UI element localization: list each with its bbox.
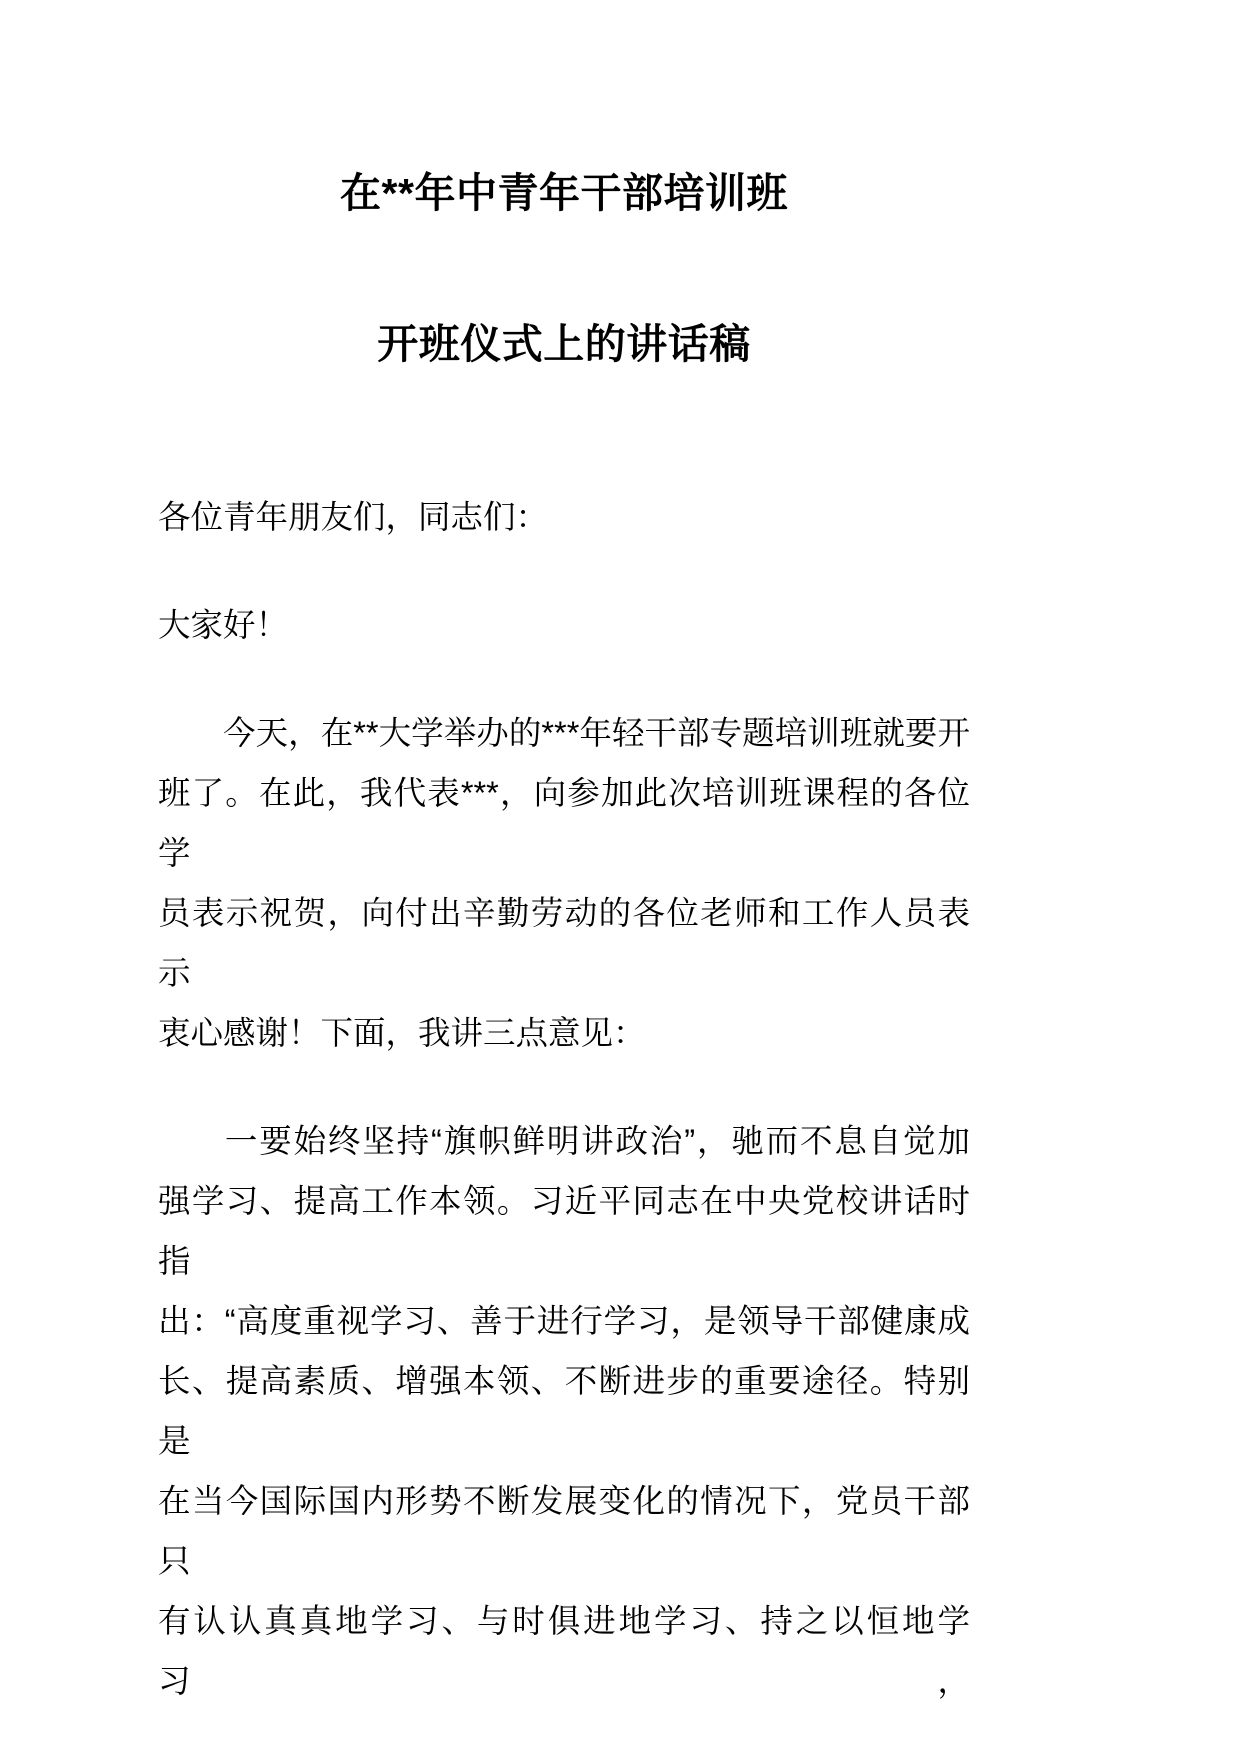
salutation-text: 各位青年朋友们，同志们： [158,498,549,535]
paragraph-1-line-1 [158,703,970,763]
paragraph-2 [158,1111,970,1711]
document-title-line-1: 在**年中青年干部培训班 [340,170,788,216]
paragraph-2-line-1 [158,1111,970,1171]
paragraph-1-line-2: 班了。在此，我代表***，向参加此次培训班课程的各位学 [158,774,970,871]
document-body [158,0,970,1711]
paragraph-2-line-6: 有认认真真地学习、与时俱进地学习、持之以恒地学习， [158,1602,970,1699]
paragraph-1-line-4: 衷心感谢！下面，我讲三点意见： [158,1014,646,1051]
document-title-line-2: 开班仪式上的讲话稿 [377,321,751,368]
paragraph-2-line-1-text: 一要始终坚持“旗帜鲜明讲政治”，驰而不息自觉加 [223,1122,970,1159]
paragraph-1-line-3: 员表示祝贺，向付出辛勤劳动的各位老师和工作人员表示 [158,894,970,991]
paragraph-1-line-1-text: 今天，在**大学举办的***年轻干部专题培训班就要开 [223,714,970,751]
paragraph-2-line-3: 出：“高度重视学习、善于进行学习，是领导干部健康成 [158,1302,970,1339]
greeting [158,595,970,655]
paragraph-2-line-4: 长、提高素质、增强本领、不断进步的重要途径。特别是 [158,1362,970,1459]
paragraph-2-line-2: 强学习、提高工作本领。习近平同志在中央党校讲话时指 [158,1182,970,1279]
paragraph-2-line-5: 在当今国际国内形势不断发展变化的情况下，党员干部只 [158,1482,970,1579]
greeting-text: 大家好！ [158,606,289,643]
salutation [158,487,970,547]
paragraph-1 [158,703,970,1063]
